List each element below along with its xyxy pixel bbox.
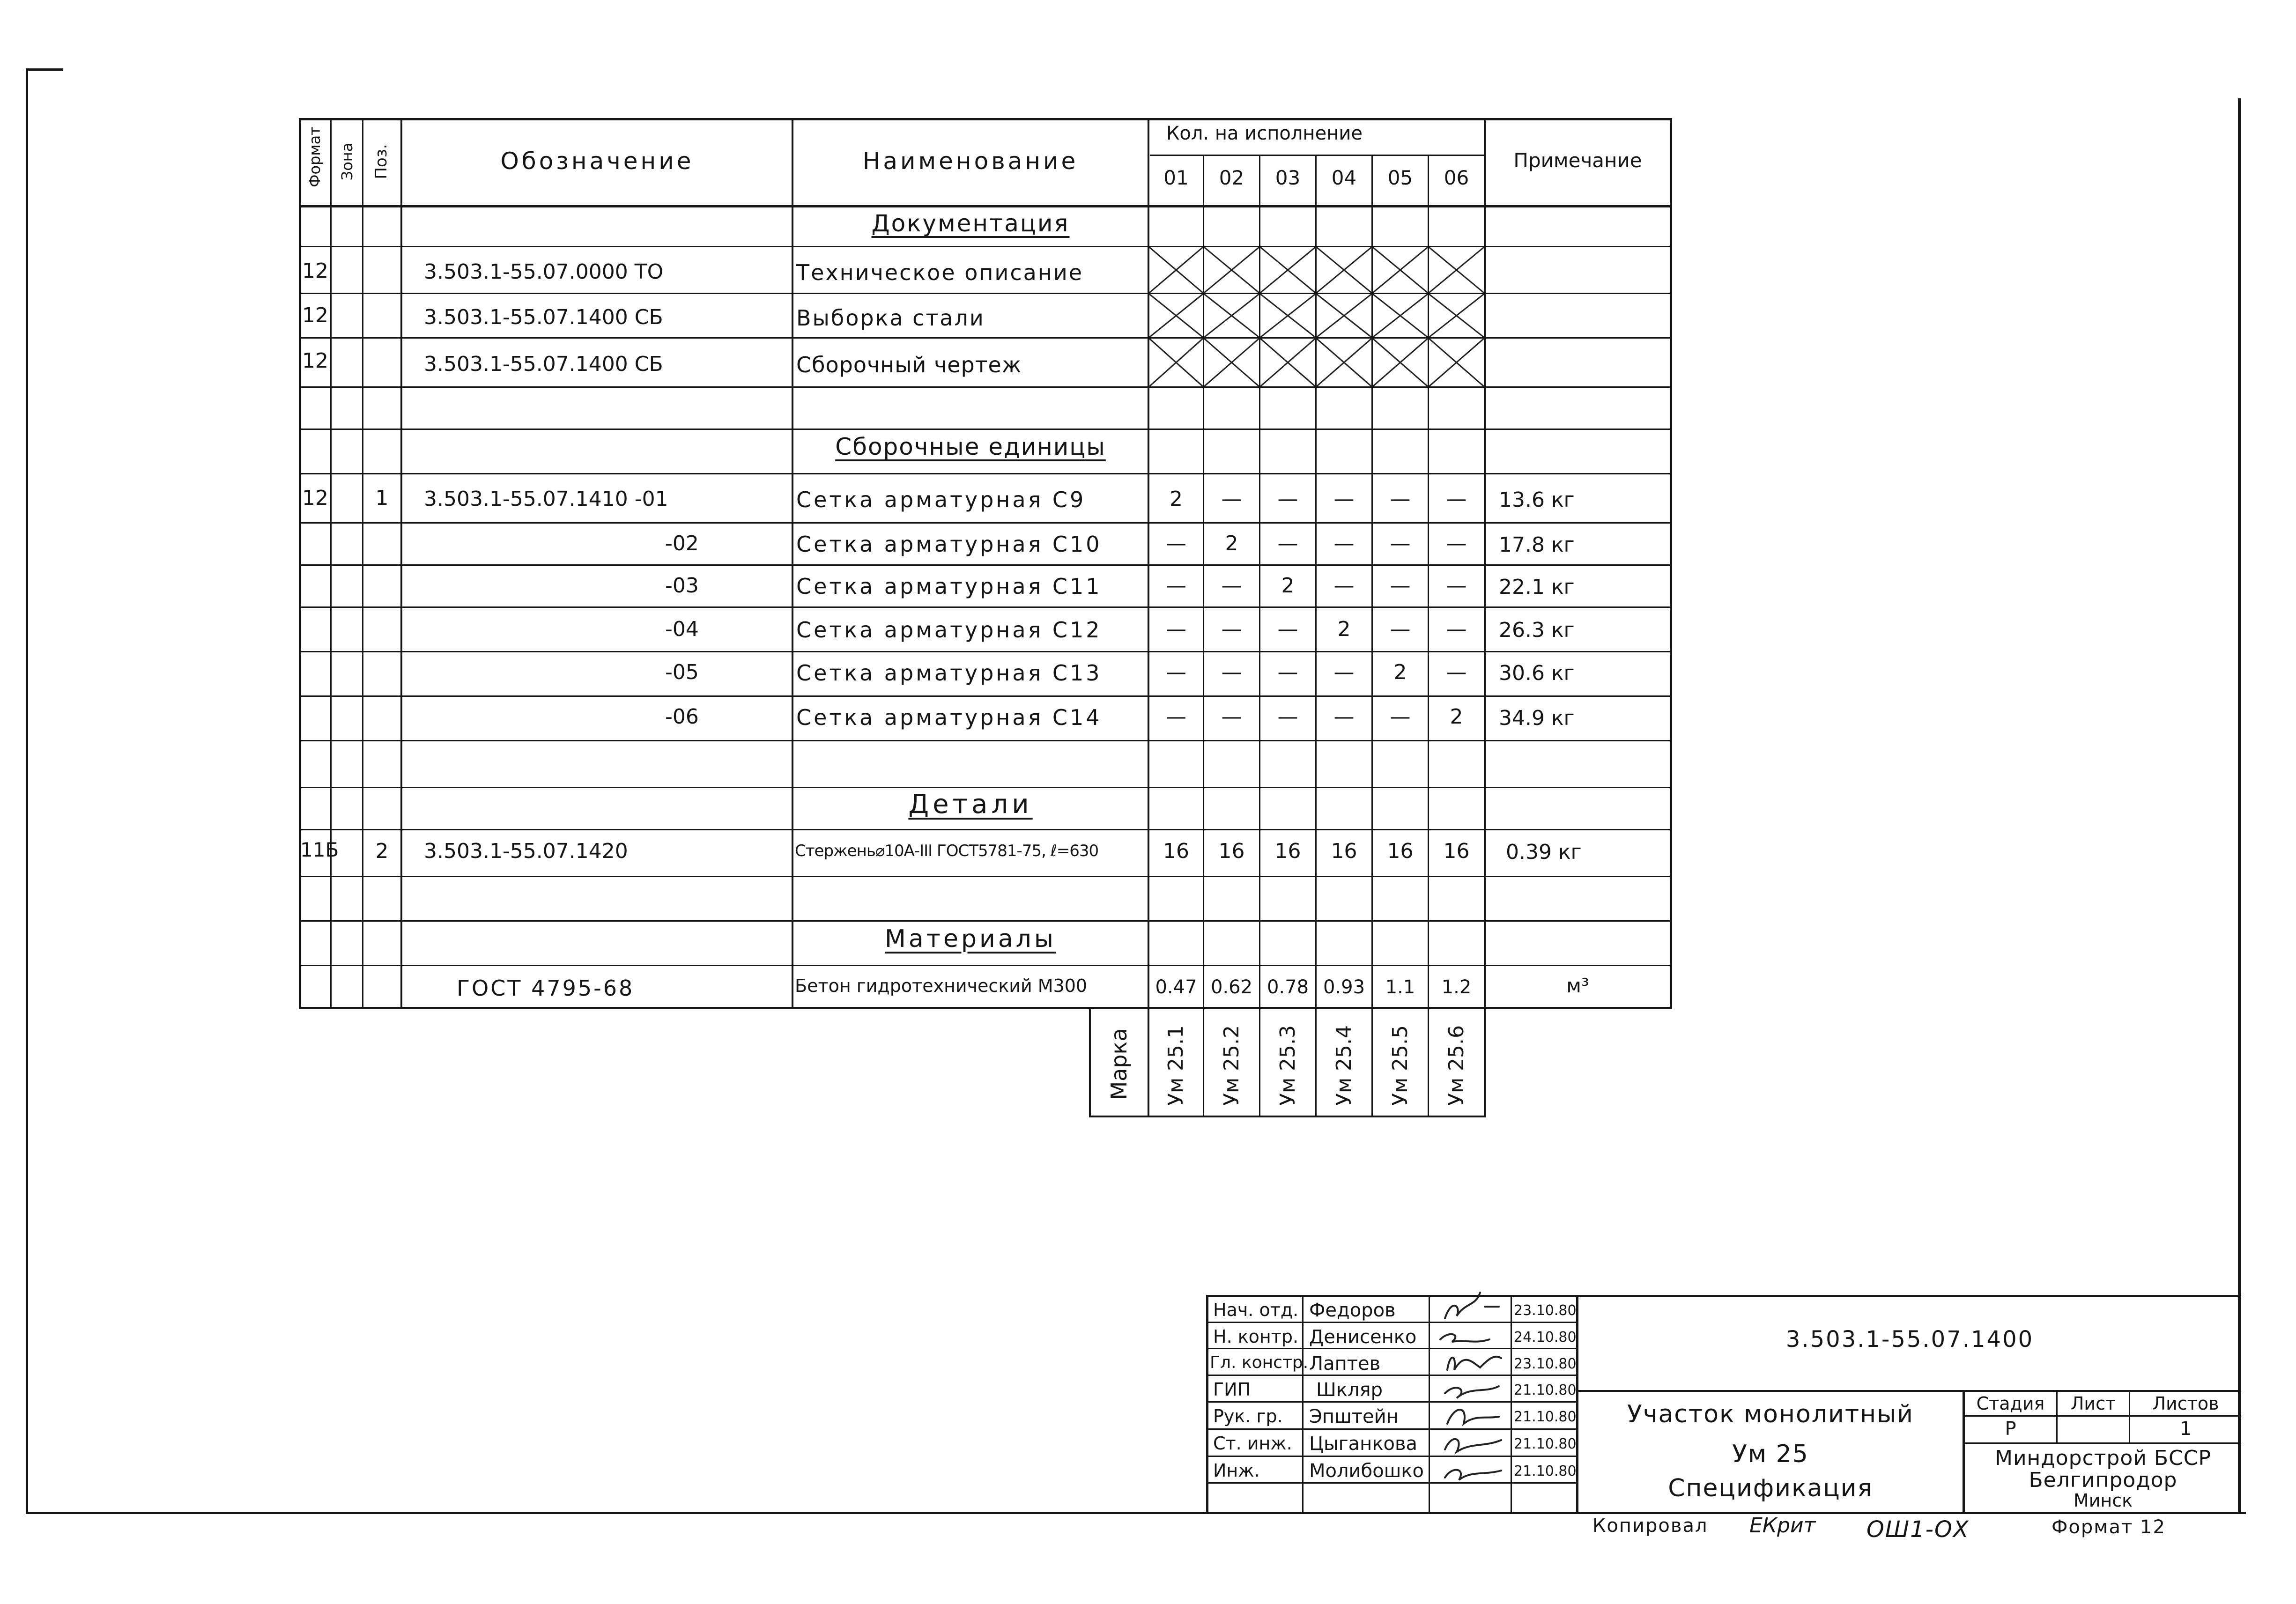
role: Нач. отд.	[1213, 1300, 1299, 1320]
qty-cell: —	[1221, 574, 1242, 598]
row-name: Стержень⌀10А-III ГОСТ5781-75, ℓ=630	[795, 842, 1099, 860]
stage-label: Стадия	[1976, 1393, 2045, 1414]
qty-cell: 2	[1393, 660, 1407, 684]
row-name: Выборка стали	[796, 305, 985, 331]
row-name: Сетка арматурная С10	[796, 532, 1102, 557]
qty-cell: —	[1166, 705, 1186, 729]
sheets-value: 1	[2179, 1418, 2192, 1440]
person-name: Цыганкова	[1309, 1433, 1418, 1455]
variant-header-04: 04	[1331, 166, 1357, 189]
row-format: 12	[302, 259, 328, 283]
row-format: 12	[302, 486, 328, 510]
row-name: Сетка арматурная С14	[796, 705, 1102, 730]
marka-value: Ум 25.2	[1220, 1025, 1244, 1106]
qty-cell: —	[1166, 574, 1186, 598]
marka-value: Ум 25.4	[1332, 1025, 1356, 1106]
row-pos: 2	[375, 839, 389, 863]
marka-value: Ум 25.1	[1164, 1025, 1188, 1106]
col-header-qty-group: Кол. на исполнение	[1166, 123, 1363, 144]
qty-cell: —	[1333, 705, 1355, 729]
section-materials: Материалы	[885, 925, 1056, 953]
row-name: Сетка арматурная С9	[796, 487, 1086, 512]
qty-cell: —	[1333, 487, 1355, 511]
col-header-format: Формат	[306, 126, 324, 187]
section-assembly-units: Сборочные единицы	[835, 433, 1106, 460]
qty-cell: —	[1333, 532, 1355, 555]
row-note: м³	[1566, 974, 1589, 997]
row-designation: -05	[665, 660, 699, 684]
qty-cell: 1.2	[1441, 976, 1472, 998]
date: 24.10.80	[1514, 1329, 1577, 1345]
qty-cell: 2	[1337, 617, 1351, 641]
qty-cell: —	[1333, 660, 1355, 684]
row-name: Бетон гидротехнический М300	[795, 976, 1088, 996]
stamp-text: ОШ1-ОХ	[1866, 1516, 1970, 1543]
qty-cell: 16	[1331, 839, 1357, 863]
qty-cell: 0.47	[1155, 976, 1197, 998]
stage-value: Р	[2005, 1418, 2016, 1440]
qty-cell: —	[1333, 574, 1355, 598]
person-name: Молибошко	[1309, 1460, 1424, 1482]
row-format: 11Б	[300, 838, 339, 861]
qty-cell: 2	[1450, 705, 1463, 729]
variant-header-06: 06	[1444, 166, 1469, 189]
row-designation: 3.503.1-55.07.1400 СБ	[424, 305, 663, 329]
row-name: Техническое описание	[796, 260, 1084, 285]
qty-cell: 1.1	[1385, 976, 1415, 998]
row-designation: -06	[665, 705, 699, 729]
qty-cell: —	[1166, 617, 1186, 641]
date: 21.10.80	[1514, 1463, 1577, 1479]
section-details: Детали	[908, 789, 1033, 820]
marka-value: Ум 25.5	[1388, 1025, 1412, 1106]
role: Инж.	[1213, 1460, 1260, 1481]
row-designation: -02	[665, 532, 699, 555]
title-line-2: Ум 25	[1732, 1440, 1809, 1468]
variant-header-03: 03	[1275, 166, 1301, 189]
qty-cell: —	[1221, 487, 1242, 511]
format-label: Формат 12	[2052, 1516, 2166, 1538]
date: 21.10.80	[1514, 1436, 1577, 1452]
role: Гл. констр.	[1210, 1353, 1309, 1372]
col-header-name: Наименование	[862, 148, 1079, 175]
row-format: 12	[302, 303, 328, 327]
date: 21.10.80	[1514, 1382, 1577, 1398]
row-name: Сетка арматурная С12	[796, 617, 1102, 643]
person-name: Лаптев	[1309, 1353, 1381, 1375]
qty-cell: 0.62	[1210, 976, 1253, 998]
qty-cell: —	[1446, 617, 1467, 641]
qty-cell: —	[1277, 487, 1298, 511]
qty-cell: 16	[1218, 839, 1245, 863]
person-name: Эпштейн	[1309, 1406, 1399, 1427]
qty-cell: —	[1277, 705, 1298, 729]
qty-cell: 0.78	[1267, 976, 1309, 998]
qty-cell: 0.93	[1323, 976, 1365, 998]
title-line-1: Участок монолитный	[1627, 1400, 1914, 1428]
row-format: 12	[302, 349, 328, 373]
qty-cell: —	[1221, 705, 1242, 729]
row-note: 0.39 кг	[1506, 840, 1582, 864]
qty-cell: —	[1390, 487, 1411, 511]
person-name: Федоров	[1309, 1300, 1396, 1321]
qty-cell: 2	[1281, 574, 1295, 598]
qty-cell: 16	[1163, 839, 1189, 863]
marka-value: Ум 25.6	[1444, 1025, 1468, 1106]
variant-header-02: 02	[1219, 166, 1244, 189]
qty-cell: —	[1390, 574, 1411, 598]
qty-cell: —	[1221, 660, 1242, 684]
qty-cell: 16	[1387, 839, 1414, 863]
variant-header-05: 05	[1387, 166, 1413, 189]
sheet-label: Лист	[2070, 1393, 2116, 1414]
qty-cell: —	[1277, 660, 1298, 684]
row-designation: 3.503.1-55.07.1400 СБ	[424, 352, 663, 376]
row-note: 17.8 кг	[1499, 533, 1575, 557]
row-designation: ГОСТ 4795-68	[457, 976, 635, 1001]
qty-cell: —	[1390, 705, 1411, 729]
qty-cell: —	[1390, 532, 1411, 555]
variant-header-01: 01	[1163, 166, 1189, 189]
qty-cell: —	[1446, 532, 1467, 555]
doc-code: 3.503.1-55.07.1400	[1785, 1326, 2034, 1353]
title-line-3: Спецификация	[1668, 1474, 1873, 1502]
row-designation: 3.503.1-55.07.0000 ТО	[424, 260, 664, 284]
row-designation: 3.503.1-55.07.1420	[424, 839, 628, 863]
row-note: 26.3 кг	[1499, 618, 1575, 642]
row-note: 30.6 кг	[1499, 661, 1575, 685]
qty-cell: —	[1390, 617, 1411, 641]
org-line-3: Минск	[2073, 1490, 2133, 1511]
copied-signature: ЕКрит	[1749, 1514, 1816, 1537]
row-note: 22.1 кг	[1499, 575, 1575, 599]
role: Ст. инж.	[1213, 1433, 1292, 1454]
row-designation: -04	[665, 617, 699, 641]
date: 23.10.80	[1514, 1302, 1577, 1319]
qty-cell: —	[1166, 660, 1186, 684]
qty-cell: —	[1166, 532, 1186, 555]
marka-value: Ум 25.3	[1276, 1025, 1300, 1106]
role: Н. контр.	[1213, 1326, 1299, 1347]
row-designation: -03	[665, 574, 699, 598]
qty-cell: —	[1221, 617, 1242, 641]
person-name: Денисенко	[1309, 1326, 1417, 1348]
qty-cell: 2	[1225, 532, 1238, 555]
qty-cell: —	[1277, 532, 1298, 555]
qty-cell: —	[1446, 487, 1467, 511]
role: Рук. гр.	[1213, 1406, 1283, 1427]
copied-label: Копировал	[1592, 1515, 1708, 1537]
row-note: 13.6 кг	[1499, 488, 1575, 512]
row-pos: 1	[375, 486, 389, 510]
qty-cell: —	[1446, 660, 1467, 684]
qty-cell: —	[1277, 617, 1298, 641]
qty-cell: —	[1446, 574, 1467, 598]
col-header-zone: Зона	[338, 142, 356, 181]
col-header-pos: Поз.	[372, 144, 391, 179]
section-documentation: Документация	[871, 210, 1070, 237]
col-header-designation: Обозначение	[500, 148, 694, 175]
row-name: Сетка арматурная С11	[796, 574, 1102, 599]
person-name: Шкляр	[1316, 1379, 1383, 1401]
row-name: Сборочный чертеж	[796, 352, 1022, 377]
marka-label: Марка	[1106, 1028, 1132, 1100]
col-header-note: Примечание	[1513, 149, 1642, 172]
date: 23.10.80	[1514, 1356, 1577, 1372]
role: ГИП	[1213, 1379, 1251, 1400]
org-line-2: Белгипродор	[2029, 1468, 2177, 1492]
row-note: 34.9 кг	[1499, 706, 1575, 730]
qty-cell: 2	[1170, 487, 1183, 511]
qty-cell: 16	[1443, 839, 1470, 863]
row-designation: 3.503.1-55.07.1410 -01	[424, 487, 668, 511]
row-name: Сетка арматурная С13	[796, 660, 1102, 686]
sheets-label: Листов	[2152, 1393, 2219, 1414]
org-line-1: Миндорстрой БССР	[1994, 1446, 2211, 1470]
date: 21.10.80	[1514, 1409, 1577, 1425]
qty-cell: 16	[1274, 839, 1301, 863]
